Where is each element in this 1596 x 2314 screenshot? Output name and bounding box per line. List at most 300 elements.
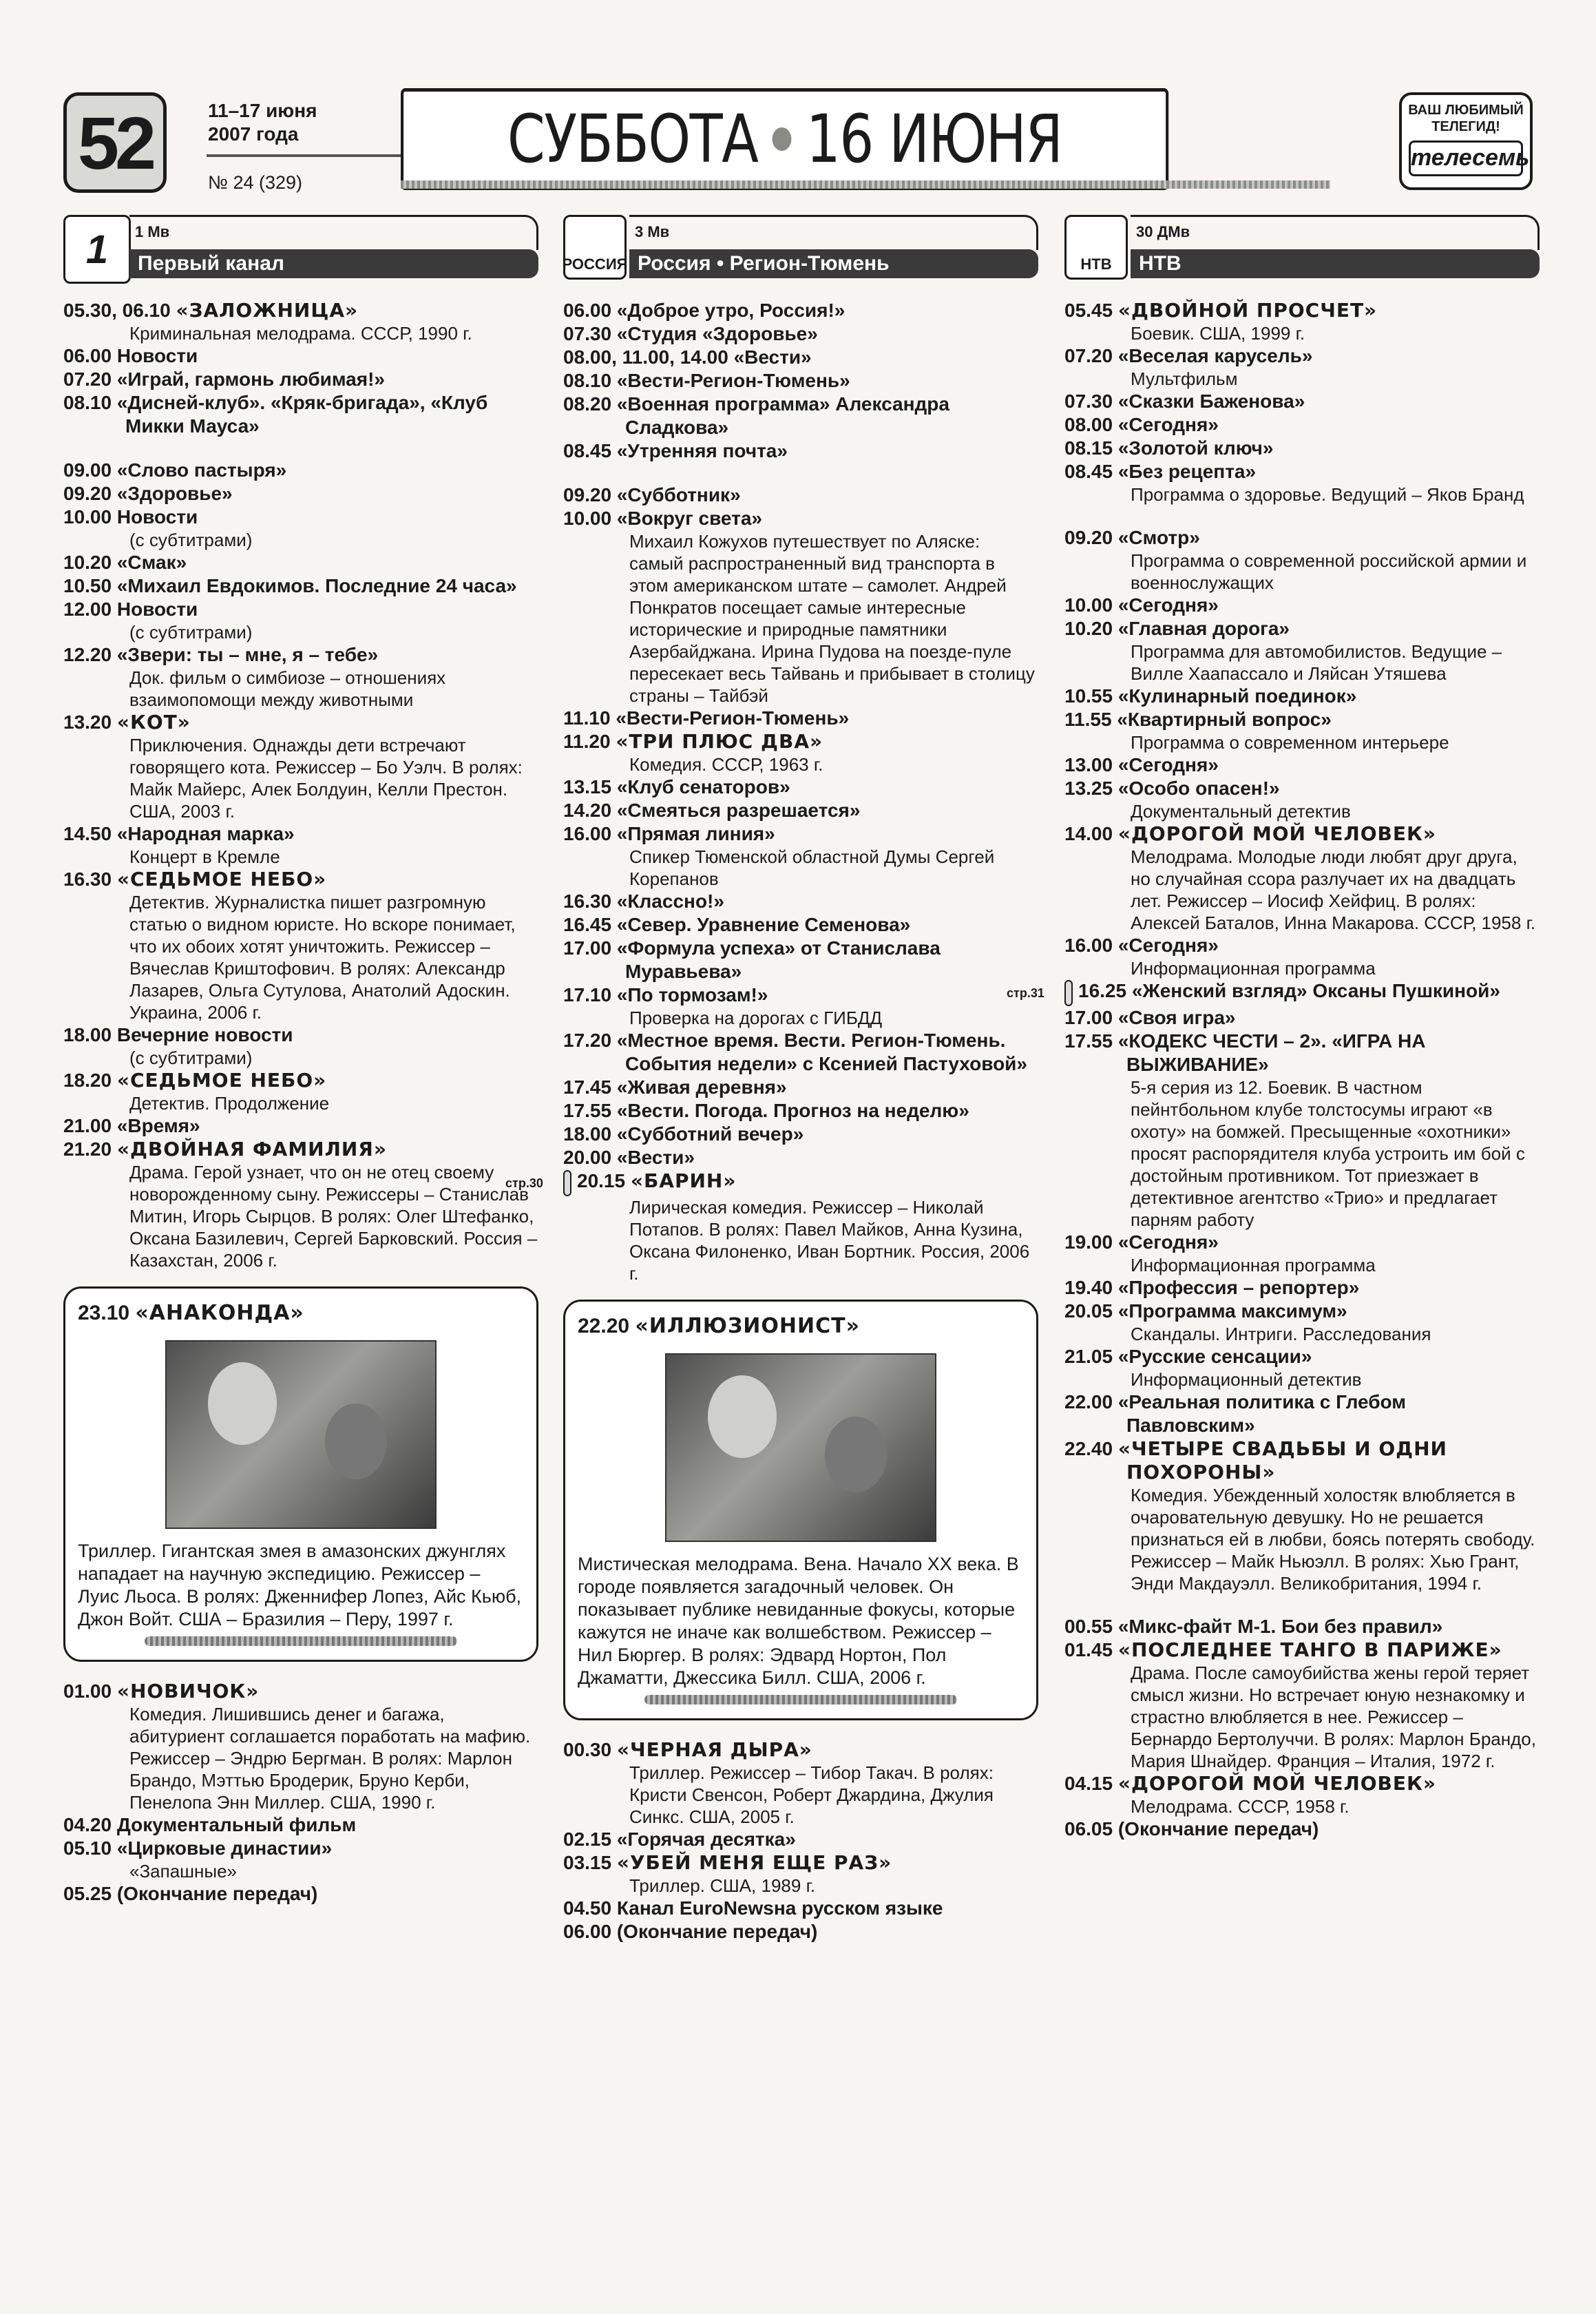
program-title: Новости [116, 506, 198, 528]
program-title: Новости [116, 598, 198, 620]
highlight-film-title: «ИЛЛЮЗИОНИСТ» [635, 1314, 860, 1338]
program-description: Документальный детектив [1131, 801, 1351, 822]
program-description: Информационная программа [1131, 958, 1376, 979]
program-entry [1064, 1638, 1540, 1772]
program-title: «ЗАЛОЖНИЦА» [176, 299, 359, 322]
program-description: Комедия. Лишившись денег и багажа, абитуриент соглашается поработать на мафию. Режиссер – Эндрю Бергман. В ролях: Марлон Брандо, Мэттью Бродерик, Бруно Керби, Пенелопа Энн Миллер. США, 1990 г. [129, 1704, 531, 1813]
program-title: «Субботний вечер» [616, 1123, 804, 1145]
header-rule [207, 154, 401, 157]
program-entry [563, 707, 1038, 730]
program-title: «Доброе утро, Россия!» [616, 300, 846, 321]
channel-frame [629, 215, 1038, 250]
program-title: Документальный фильм [116, 1814, 357, 1835]
program-title: «Сегодня» [1117, 754, 1219, 775]
program-title: «Золотой ключ» [1117, 437, 1274, 459]
program-time: 08.20 [563, 393, 617, 415]
program-title: «Горячая десятка» [616, 1828, 796, 1850]
highlight-box [563, 1300, 1038, 1720]
program-title: «Вести-Регион-Тюмень» [616, 370, 850, 391]
program-title-line [1064, 390, 1540, 413]
program-title-line [1064, 413, 1540, 437]
program-entry [1064, 617, 1540, 685]
issue-dates [208, 99, 317, 146]
highlight-underbar [145, 1636, 457, 1646]
dates-line1: 11–17 июня [208, 100, 317, 121]
program-time: 14.20 [563, 800, 617, 821]
channel-header [1064, 215, 1540, 281]
program-title: «Студия «Здоровье» [616, 323, 818, 344]
program-title-line [505, 1169, 1038, 1196]
program-title-line [63, 1114, 538, 1138]
program-time: 08.00 [1064, 414, 1118, 435]
program-title: «Сказки Баженова» [1117, 390, 1305, 412]
program-entry [1007, 979, 1540, 1006]
program-time: 13.20 [63, 711, 117, 733]
program-title-line [563, 1123, 1038, 1146]
program-entry [563, 1920, 1038, 1943]
program-title: «Местное время. Вести. Регион-Тюмень. События недели» с Ксенией Пастуховой» [616, 1030, 1027, 1074]
program-title: «Живая деревня» [616, 1076, 787, 1098]
program-time: 11.55 [1064, 709, 1117, 730]
program-time: 09.20 [563, 484, 617, 505]
program-title-line [63, 868, 538, 891]
program-time: 08.10 [563, 370, 617, 391]
program-title: (Окончание передач) [616, 1921, 818, 1942]
program-entry [63, 368, 538, 391]
program-description: Мелодрама. СССР, 1958 г. [1131, 1796, 1350, 1817]
program-title: «Вести. Погода. Прогноз на неделю» [616, 1100, 969, 1121]
program-title-line [1007, 979, 1540, 1006]
program-description: Комедия. СССР, 1963 г. [629, 754, 823, 775]
program-entry [563, 913, 1038, 937]
program-title: «Формула успеха» от Станислава Муравьева» [616, 937, 941, 982]
program-time: 20.00 [563, 1147, 617, 1168]
program-entry [563, 483, 1038, 507]
channel-logo-icon: РОССИЯ [563, 215, 627, 280]
program-entry [63, 459, 538, 482]
program-entry [1064, 708, 1540, 753]
program-title-line [563, 439, 1038, 463]
program-title-line [1064, 594, 1540, 617]
program-title: «Север. Уравнение Семенова» [616, 914, 911, 935]
highlight-time: 22.20 [578, 1315, 636, 1337]
channel-name: Первый канал [129, 249, 538, 278]
program-title-line [563, 707, 1038, 730]
day-date: 16 ИЮНЯ [806, 101, 1062, 178]
program-entry [1064, 413, 1540, 437]
program-time: 17.55 [1064, 1030, 1118, 1052]
program-title: «Народная марка» [116, 823, 295, 844]
program-description: «Запашные» [129, 1861, 237, 1882]
program-entry [1064, 1231, 1540, 1276]
program-title-line [63, 299, 538, 322]
program-entry [63, 1680, 538, 1813]
brand-tagline-2: ТЕЛЕГИД! [1431, 119, 1500, 134]
program-title: «НОВИЧОК» [116, 1680, 260, 1702]
program-entry [1064, 344, 1540, 390]
highlight-title [578, 1314, 1024, 1338]
program-entry [63, 822, 538, 868]
program-time: 19.40 [1064, 1277, 1118, 1298]
program-title: «ДОРОГОЙ МОЙ ЧЕЛОВЕК» [1117, 822, 1436, 845]
program-entry [563, 1738, 1038, 1828]
program-entry [1064, 777, 1540, 822]
program-entry [1064, 1030, 1540, 1231]
program-title: «Квартирный вопрос» [1117, 709, 1332, 730]
program-time: 10.20 [63, 552, 117, 573]
program-entry [563, 299, 1038, 322]
program-title: «Военная программа» Александра Сладкова» [616, 393, 949, 438]
program-title: «СЕДЬМОЕ НЕБО» [116, 868, 327, 890]
page-ref-icon: стр.31 [1064, 980, 1073, 1006]
program-entry [563, 1029, 1038, 1076]
program-title-line [563, 1738, 1038, 1762]
program-time: 17.20 [563, 1030, 617, 1051]
program-title: «Цирковые династии» [116, 1837, 333, 1859]
program-entry [563, 983, 1038, 1029]
program-title-line [563, 483, 1038, 507]
program-title-line [563, 913, 1038, 937]
program-time: 07.30 [563, 323, 617, 344]
program-time: 17.10 [563, 984, 617, 1005]
program-time: 21.20 [63, 1138, 117, 1160]
highlight-box [63, 1286, 538, 1662]
program-title-line [63, 505, 538, 529]
program-entry [563, 1851, 1038, 1897]
channel-frame [129, 215, 538, 250]
program-time: 07.30 [1064, 390, 1118, 412]
program-title-line [1064, 934, 1540, 957]
program-title-line [63, 482, 538, 505]
program-description: (с субтитрами) [129, 622, 253, 643]
program-description: Информационная программа [1131, 1255, 1376, 1275]
program-title-line [1064, 1345, 1540, 1368]
program-entry [563, 937, 1038, 983]
program-title: «ДВОЙНАЯ ФАМИЛИЯ» [116, 1138, 387, 1160]
program-title: «Михаил Евдокимов. Последние 24 часа» [116, 575, 517, 596]
program-title: «Играй, гармонь любимая!» [116, 368, 385, 390]
highlight-film-title: «АНАКОНДА» [135, 1301, 304, 1325]
program-entry [63, 868, 538, 1023]
program-entry [1064, 1615, 1540, 1638]
program-title-line [63, 1813, 538, 1837]
program-time: 08.00, 11.00, 14.00 [563, 346, 734, 368]
program-title-line [1064, 1817, 1540, 1841]
program-title: «КОДЕКС ЧЕСТИ – 2». «ИГРА НА ВЫЖИВАНИЕ» [1117, 1030, 1426, 1075]
program-title-line [563, 1828, 1038, 1851]
program-title-line [1064, 777, 1540, 800]
program-title: «Вокруг света» [616, 508, 762, 529]
channel-frequency: 3 Мв [635, 223, 670, 240]
program-entry [1064, 460, 1540, 505]
program-title: «СЕДЬМОЕ НЕБО» [116, 1069, 327, 1092]
channel-name: НТВ [1131, 249, 1540, 278]
program-title-line [1064, 822, 1540, 846]
program-time: 13.15 [563, 776, 617, 798]
program-entry [563, 822, 1038, 890]
program-title: «Сегодня» [1117, 935, 1219, 956]
channel-header [563, 215, 1038, 281]
program-title-line [563, 822, 1038, 846]
program-time: 04.20 [63, 1814, 117, 1835]
program-entry [563, 1897, 1038, 1920]
column-channel-2 [505, 215, 1038, 1943]
program-time: 18.20 [63, 1070, 117, 1091]
program-title-line [63, 551, 538, 574]
program-time: 16.30 [563, 890, 617, 912]
brand-box [1399, 92, 1533, 190]
program-entry [63, 1837, 538, 1882]
program-time: 09.20 [1064, 527, 1118, 548]
channel-frame [1131, 215, 1540, 250]
program-title: «Женский взгляд» Оксаны Пушкиной» [1131, 980, 1500, 1001]
program-title-line [563, 730, 1038, 753]
channel-logo-icon: НТВ [1064, 215, 1128, 280]
program-time: 14.50 [63, 823, 117, 844]
program-time: 17.45 [563, 1076, 617, 1098]
program-time: 10.00 [63, 506, 117, 528]
program-title-line [563, 1897, 1038, 1920]
program-title-line [563, 1146, 1038, 1169]
program-title: «Вести» [733, 346, 812, 368]
program-entry [563, 730, 1038, 775]
program-title: «Вести-Регион-Тюмень» [616, 707, 850, 729]
program-time: 20.15 [577, 1170, 631, 1191]
program-title-line [563, 299, 1038, 322]
program-entry [63, 1882, 538, 1906]
program-title: «Клуб сенаторов» [616, 776, 790, 798]
program-title-line [63, 1023, 538, 1047]
program-description: Программа о современном интерьере [1131, 732, 1449, 753]
program-title: «УБЕЙ МЕНЯ ЕЩЕ РАЗ» [616, 1851, 892, 1874]
program-title: «Микс-файт М-1. Бои без правил» [1117, 1616, 1443, 1637]
program-entry [563, 346, 1038, 369]
program-time: 08.45 [1064, 461, 1118, 482]
program-entry [563, 439, 1038, 463]
program-title: «Своя игра» [1117, 1007, 1236, 1028]
bullet-icon [773, 127, 792, 151]
program-time: 17.00 [563, 937, 617, 959]
program-title: (Окончание передач) [116, 1883, 318, 1904]
program-title-line [563, 1076, 1038, 1099]
program-entry [505, 1169, 1038, 1284]
brand-tagline-1: ВАШ ЛЮБИМЫЙ [1408, 103, 1524, 118]
program-title: «Сегодня» [1117, 594, 1219, 616]
program-entry [63, 711, 538, 822]
program-description: Программа о здоровье. Ведущий – Яков Бранд [1131, 484, 1524, 505]
page-ref-icon: стр.30 [563, 1170, 571, 1196]
program-description: Драма. Герой узнает, что он не отец своему новорожденному сыну. Режиссеры – Станислав Митин, Игорь Сырцов. В ролях: Олег Штефанко, Оксана Базилевич, Сергей Барковский. Россия – Казахстан, 2006 г. [129, 1162, 538, 1271]
program-title-line [1064, 1030, 1540, 1076]
program-title: «Сегодня» [1117, 1231, 1219, 1253]
program-title-line [63, 391, 538, 438]
program-title: «ЧЕРНАЯ ДЫРА» [616, 1738, 812, 1761]
day-name: СУББОТА [507, 101, 758, 178]
program-entry [563, 799, 1038, 822]
program-title-line [1064, 344, 1540, 368]
program-title-line [563, 1920, 1038, 1943]
program-time: 00.55 [1064, 1616, 1118, 1637]
program-entry [563, 322, 1038, 346]
program-title: «Смеяться разрешается» [616, 800, 861, 821]
program-title: «ДВОЙНОЙ ПРОСЧЕТ» [1117, 299, 1378, 322]
program-title: «Звери: ты – мне, я – тебе» [116, 644, 379, 665]
program-description: Программа о современной российской армии и военнослужащих [1131, 550, 1527, 593]
column-channel-3 [1007, 215, 1540, 1841]
program-description: Проверка на дорогах с ГИБДД [629, 1008, 883, 1028]
program-title: «Русские сенсации» [1117, 1346, 1312, 1367]
highlight-time: 23.10 [78, 1302, 136, 1324]
program-title-line [1064, 1615, 1540, 1638]
program-title: «Реальная политика с Глебом Павловским» [1117, 1391, 1406, 1436]
program-title-line [63, 574, 538, 598]
program-time: 08.10 [63, 392, 117, 413]
program-title-line [1064, 1638, 1540, 1662]
program-time: 00.30 [563, 1739, 617, 1760]
program-time: 17.00 [1064, 1007, 1118, 1028]
program-time: 08.15 [1064, 437, 1118, 459]
program-time: 05.45 [1064, 300, 1118, 321]
program-title-line [563, 890, 1038, 913]
program-title-line [1064, 1231, 1540, 1254]
program-time: 01.45 [1064, 1639, 1118, 1660]
program-title-line [563, 983, 1038, 1007]
program-time: 09.20 [63, 483, 117, 504]
program-description: Детектив. Журналистка пишет разгромную статью о видном юристе. Но вскоре понимает, что их обоих хотят уничтожить. Режиссер – Вячеслав Криштофович. В ролях: Александр Лазарев, Ольга Сутулова, Анатолий Адоскин. Украина, 2006 г. [129, 892, 516, 1023]
program-entry [1064, 437, 1540, 460]
program-title-line [63, 1680, 538, 1703]
headline-underbar [401, 180, 1330, 189]
program-title: «ПОСЛЕДНЕЕ ТАНГО В ПАРИЖЕ» [1117, 1638, 1502, 1661]
program-title-line [1064, 1772, 1540, 1795]
program-title: «Без рецепта» [1117, 461, 1257, 482]
program-title: «Субботник» [616, 484, 741, 505]
program-description: Боевик. США, 1999 г. [1131, 323, 1305, 344]
program-title-line [1064, 708, 1540, 731]
program-time: 01.00 [63, 1680, 117, 1702]
day-headline [401, 88, 1168, 190]
program-time: 18.00 [563, 1123, 617, 1145]
program-description: Триллер. Режиссер – Тибор Такач. В ролях: Кристи Свенсон, Роберт Джардина, Джулия Синкс. США, 2005 г. [629, 1762, 994, 1827]
program-title-line [563, 1851, 1038, 1875]
program-time: 18.00 [63, 1024, 117, 1045]
program-time: 05.30, 06.10 [63, 300, 176, 321]
program-time: 14.00 [1064, 823, 1118, 844]
issue-number: № 24 (329) [208, 172, 303, 193]
program-title: «Здоровье» [116, 483, 233, 504]
program-entry [1064, 934, 1540, 979]
program-title: «По тормозам!» [616, 984, 768, 1005]
program-title: (Окончание передач) [1117, 1818, 1319, 1839]
program-title: «Дисней-клуб». «Кряк-бригада», «Клуб Микки Мауса» [116, 392, 488, 437]
program-time: 12.20 [63, 644, 117, 665]
program-title-line [1064, 1437, 1540, 1484]
program-title-line [563, 937, 1038, 983]
program-description: Приключения. Однажды дети встречают говорящего кота. Режиссер – Бо Уэлч. В ролях: Майк Майерс, Алек Болдуин, Келли Престон. США, 2003 г. [129, 735, 523, 822]
channel-frequency: 30 ДМв [1136, 223, 1190, 240]
program-entry [63, 391, 538, 438]
program-description: Комедия. Убежденный холостяк влюбляется в очаровательную девушку. Но не решается признаться ей в любви, боясь потерять свободу. Режиссер – Майк Ньюэлл. В ролях: Хью Грант, Энди Макдауэлл. Великобритания, 1994 г. [1131, 1485, 1535, 1594]
program-entry [563, 393, 1038, 439]
program-entry [63, 1114, 538, 1138]
program-entry [63, 1023, 538, 1069]
program-entry [63, 1069, 538, 1114]
program-time: 20.05 [1064, 1300, 1118, 1322]
program-description: Концерт в Кремле [129, 846, 280, 867]
program-title: «Веселая карусель» [1117, 345, 1313, 366]
program-time: 21.05 [1064, 1346, 1118, 1367]
program-description: Док. фильм о симбиозе – отношениях взаимопомощи между животными [129, 667, 446, 710]
program-time: 17.55 [563, 1100, 617, 1121]
program-entry [63, 505, 538, 551]
program-time: 12.00 [63, 598, 117, 620]
program-time: 03.15 [563, 1852, 617, 1873]
program-time: 16.30 [63, 868, 117, 890]
program-entry [563, 1123, 1038, 1146]
program-time: 05.25 [63, 1883, 117, 1904]
program-description: Мелодрама. Молодые люди любят друг друга, но случайная ссора разлучает их на двадцать лет. Режиссер – Иосиф Хейфиц. В ролях: Алексей Баталов, Инна Макарова. СССР, 1958 г. [1131, 846, 1536, 933]
program-entry [1064, 390, 1540, 413]
program-entry [63, 344, 538, 368]
program-title: «Слово пастыря» [116, 459, 287, 481]
program-title-line [563, 369, 1038, 393]
program-title-line [63, 368, 538, 391]
program-title-line [563, 507, 1038, 530]
program-time: 09.00 [63, 459, 117, 481]
film-still-photo [665, 1353, 936, 1542]
brand-tagline [1402, 102, 1530, 135]
program-entry [1064, 753, 1540, 777]
program-title-line [1064, 1390, 1540, 1437]
program-title: «ЧЕТЫРЕ СВАДЬБЫ И ОДНИ ПОХОРОНЫ» [1117, 1437, 1447, 1483]
program-time: 16.00 [1064, 935, 1118, 956]
program-title: «Сегодня» [1117, 414, 1219, 435]
program-description: (с субтитрами) [129, 1047, 253, 1068]
program-entry [63, 482, 538, 505]
program-description: Мультфильм [1131, 368, 1238, 389]
program-time: 06.00 [63, 345, 117, 366]
program-entry [63, 1138, 538, 1271]
program-entry [1064, 1817, 1540, 1841]
program-entry [1064, 685, 1540, 708]
program-description: (с субтитрами) [129, 530, 253, 550]
program-title-line [563, 799, 1038, 822]
program-description: Спикер Тюменской областной Думы Сергей Корепанов [629, 846, 995, 889]
program-title-line [1064, 1300, 1540, 1323]
program-title-line [1064, 437, 1540, 460]
program-entry [1064, 1345, 1540, 1390]
program-time: 10.00 [563, 508, 617, 529]
program-title: «КОТ» [116, 711, 191, 733]
program-title: «ДОРОГОЙ МОЙ ЧЕЛОВЕК» [1117, 1772, 1436, 1795]
program-title-line [1064, 526, 1540, 550]
program-entry [63, 1813, 538, 1837]
program-time: 13.25 [1064, 778, 1118, 799]
brand-logo: телесемь [1409, 140, 1523, 176]
program-time: 10.20 [1064, 618, 1118, 639]
program-title-line [563, 1099, 1038, 1123]
program-title: «Кулинарный поединок» [1117, 685, 1357, 707]
program-title: «БАРИН» [630, 1169, 737, 1192]
program-time: 22.40 [1064, 1438, 1118, 1459]
program-title: «Время» [116, 1115, 200, 1136]
program-title-line [63, 643, 538, 667]
program-list [63, 299, 538, 1271]
program-title-line [63, 459, 538, 482]
program-time: 06.00 [563, 300, 617, 321]
program-title-line [1064, 1006, 1540, 1030]
program-time: 13.00 [1064, 754, 1118, 775]
